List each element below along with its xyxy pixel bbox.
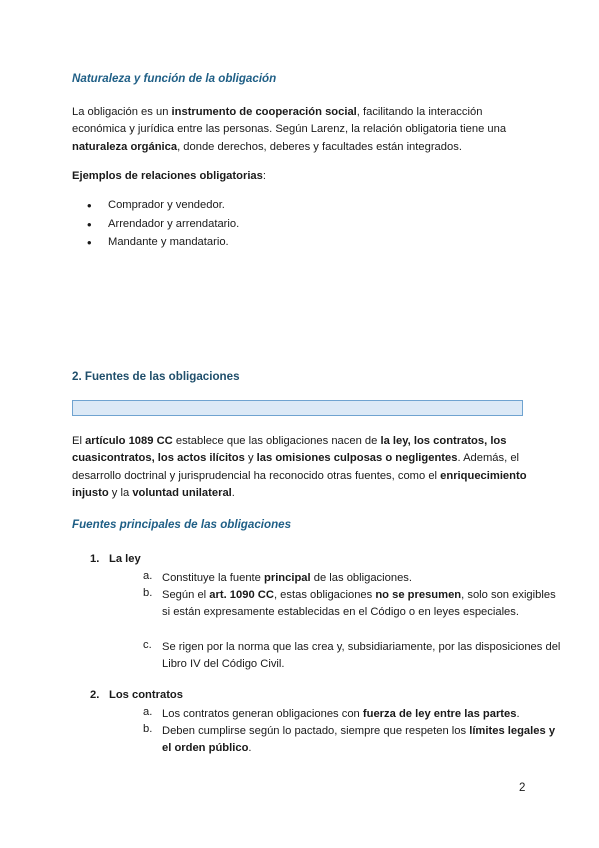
numbered-item-contratos <box>90 689 556 759</box>
examples-label: Ejemplos de relaciones obligatorias: <box>72 170 266 182</box>
page-number: 2 <box>519 782 526 794</box>
list-item: • Comprador y vendedor. <box>72 199 472 218</box>
paragraph-fuentes: El artículo 1089 CC establece que las obligaciones nacen de la ley, los contratos, los cuasicontratos, los actos ilícitos y las omisiones culposas o negligentes. Además, el desarrollo doctrinal y jurisprudencial ha reconocido otras fuentes, como el enriquecimiento injusto y la voluntad unilateral. <box>72 435 527 499</box>
highlight-box <box>72 400 523 416</box>
sub-letter: c. <box>143 639 152 651</box>
sub-letter: a. <box>143 570 153 582</box>
list-item: • Arrendador y arrendatario. <box>72 218 472 237</box>
paragraph-naturaleza: La obligación es un instrumento de cooperación social, facilitando la interacción económica y jurídica entre las personas. Según Larenz, la relación obligatoria tiene una naturaleza orgánica, donde derechos, deberes y facultades están integrados. <box>72 106 507 153</box>
sub-letter: b. <box>143 587 153 599</box>
section-heading-naturaleza: Naturaleza y función de la obligación <box>72 72 277 85</box>
sub-letter: b. <box>143 723 153 735</box>
numbered-item-ley <box>90 553 561 673</box>
item-title: Los contratos <box>109 689 183 701</box>
section-heading-fuentes: 2. Fuentes de las obligaciones <box>72 370 240 383</box>
item-number: 1. <box>90 553 100 565</box>
sub-item-text: Constituye la fuente principal de las obligaciones. <box>162 572 413 584</box>
sub-item-text: Según el art. 1090 CC, estas obligaciones no se presumen, solo son exigibles si están expresamente establecidas en el Código o en leyes especiales. <box>162 589 556 618</box>
sub-item-text: Deben cumplirse según lo pactado, siempre que respeten los límites legales y el orden público. <box>162 725 556 754</box>
examples-list <box>72 199 472 255</box>
sub-item-text: Se rigen por la norma que las crea y, subsidiariamente, por las disposiciones del Libro IV del Código Civil. <box>162 641 561 670</box>
item-title: La ley <box>109 553 141 565</box>
list-item: • Mandante y mandatario. <box>72 236 472 255</box>
sub-letter: a. <box>143 706 153 718</box>
sub-item-text: Los contratos generan obligaciones con fuerza de ley entre las partes. <box>162 708 520 720</box>
item-number: 2. <box>90 689 100 701</box>
subheading-fuentes-principales: Fuentes principales de las obligaciones <box>72 518 292 531</box>
